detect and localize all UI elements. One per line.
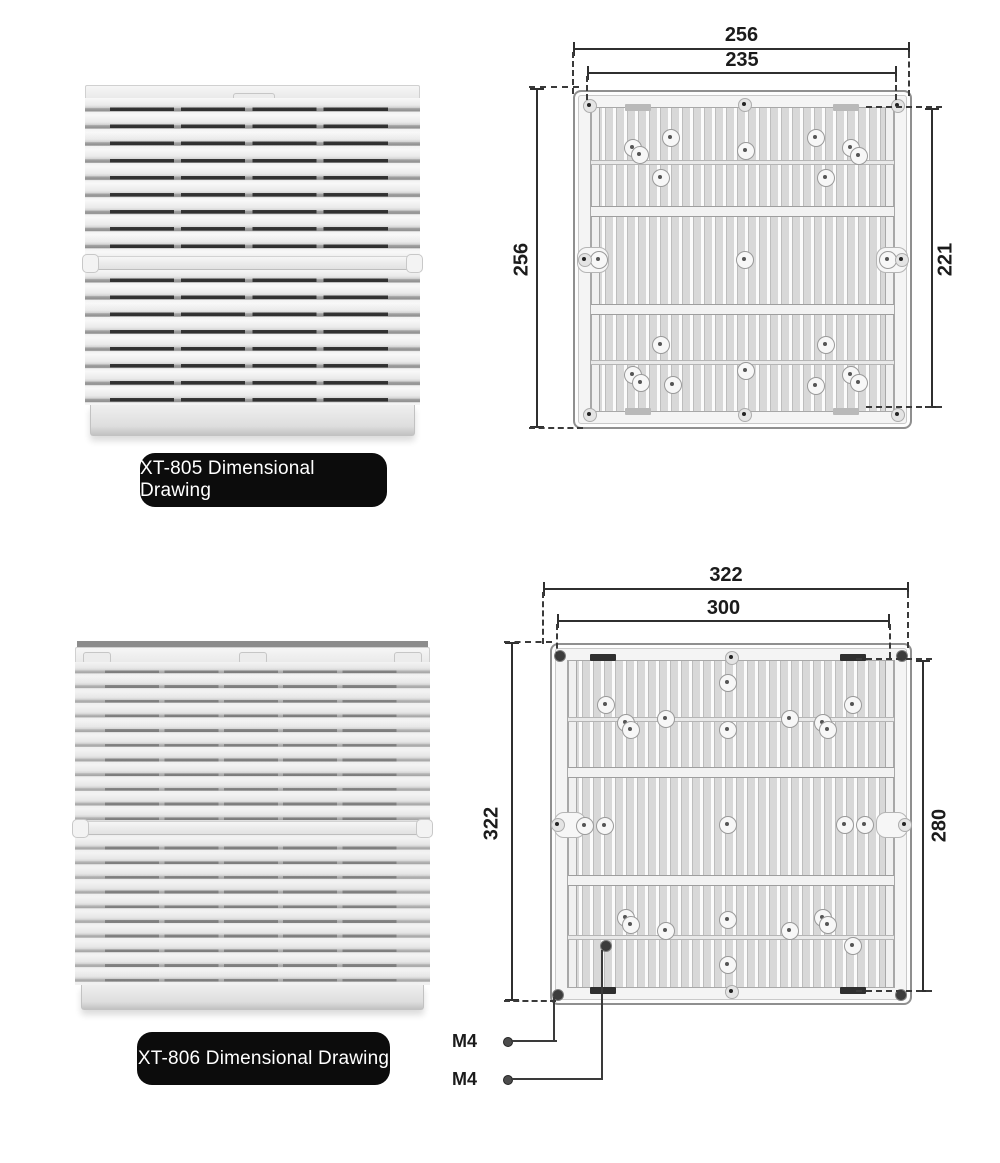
leader-line [511, 1040, 557, 1042]
xt805-rear-drawing [573, 90, 912, 429]
screw [725, 985, 739, 999]
grid-rail [568, 767, 894, 778]
leader-line [553, 997, 555, 1042]
filter-clip [736, 251, 754, 269]
filter-clip [850, 147, 868, 165]
extension-line [889, 624, 891, 658]
extension-line [556, 624, 558, 658]
xt805-caption [140, 453, 387, 507]
filter-clip [856, 816, 874, 834]
grille-side-tab-left [82, 254, 99, 273]
extension-line [866, 406, 942, 408]
leader-line [601, 950, 603, 1080]
filter-clip [652, 336, 670, 354]
extension-line [908, 52, 910, 96]
filter-clip [719, 721, 737, 739]
latch-slot [590, 987, 616, 994]
screw [895, 253, 909, 267]
filter-clip [781, 710, 799, 728]
filter-clip [590, 251, 608, 269]
extension-line [504, 1000, 556, 1002]
grid-rail [568, 875, 894, 886]
screw [578, 253, 592, 267]
xt806-caption [137, 1032, 390, 1085]
filter-clip [657, 710, 675, 728]
thread-label-m4-2: M4 [452, 1069, 478, 1089]
latch-slot [833, 104, 859, 111]
screw [891, 408, 905, 422]
grid-rail [591, 304, 894, 315]
screw [583, 99, 597, 113]
dim-label-top-outer: 322 [709, 564, 743, 586]
filter-clip [652, 169, 670, 187]
mounting-hole-m4 [896, 650, 908, 662]
grille-mid-seam [85, 256, 420, 270]
dim-label-left-height: 256 [510, 242, 533, 277]
filter-clip [817, 336, 835, 354]
dim-label-top-inner: 300 [706, 597, 741, 619]
dim-label-right-height: 221 [934, 242, 957, 277]
extension-line [895, 76, 897, 100]
latch-slot [590, 654, 616, 661]
screw [898, 818, 912, 832]
latch-slot [833, 408, 859, 415]
extension-line [586, 76, 588, 100]
latch-slot [625, 408, 651, 415]
extension-line [907, 592, 909, 648]
filter-clip [737, 142, 755, 160]
filter-clip [622, 916, 640, 934]
grille-side-tab-left [72, 819, 89, 838]
leader-line [511, 1078, 603, 1080]
dim-line-left-height [536, 88, 538, 428]
filter-clip [664, 376, 682, 394]
xt806-rear-drawing [550, 643, 912, 1005]
filter-clip [719, 816, 737, 834]
filter-clip [817, 169, 835, 187]
dim-line-top-inner [587, 72, 897, 74]
grid-rail [591, 206, 894, 217]
filter-clip [596, 817, 614, 835]
leader-dot [503, 1037, 513, 1047]
filter-clip [597, 696, 615, 714]
extension-line [856, 990, 932, 992]
filter-clip [819, 721, 837, 739]
screw [738, 408, 752, 422]
dim-label-right-height: 280 [928, 808, 951, 843]
extension-line [504, 641, 552, 643]
extension-line [529, 86, 579, 88]
xt805-caption-text: XT-805 Dimensional Drawing [140, 458, 315, 501]
screw [725, 651, 739, 665]
extension-line [542, 592, 544, 644]
latch-slot [625, 104, 651, 111]
dim-line-right-height [931, 108, 933, 408]
filter-clip [662, 129, 680, 147]
louver-slats [85, 98, 420, 405]
filter-clip [781, 922, 799, 940]
dim-line-left-height [511, 642, 513, 1001]
grille-mid-seam [75, 821, 430, 835]
filter-clip [657, 922, 675, 940]
grille-base [81, 985, 424, 1010]
dim-label-top-outer: 256 [724, 24, 759, 46]
filter-clip [576, 817, 594, 835]
filter-clip [737, 362, 755, 380]
screw [738, 98, 752, 112]
filter-clip [719, 911, 737, 929]
grille-side-tab-right [406, 254, 423, 273]
dim-line-top-outer [543, 588, 909, 590]
leader-dot [503, 1075, 513, 1085]
dim-line-top-inner [557, 620, 890, 622]
grille-side-tab-right [416, 819, 433, 838]
filter-clip [719, 674, 737, 692]
xt806-front-photo [75, 640, 430, 1010]
screw [583, 408, 597, 422]
extension-line [866, 106, 942, 108]
louver-slit-openings [110, 98, 395, 405]
filter-clip [850, 374, 868, 392]
filter-clip [719, 956, 737, 974]
filter-clip [844, 696, 862, 714]
dim-label-top-inner: 235 [725, 49, 759, 71]
dim-label-left-height: 322 [480, 806, 503, 841]
filter-clip [807, 129, 825, 147]
xt806-caption-text: XT-806 Dimensional Drawing [137, 1047, 390, 1069]
extension-line [529, 427, 583, 429]
filter-clip [807, 377, 825, 395]
filter-clip [836, 816, 854, 834]
grille-base [90, 405, 415, 436]
thread-label-m4-1: M4 [452, 1031, 478, 1051]
xt805-front-photo [85, 85, 420, 437]
filter-clip [632, 374, 650, 392]
filter-clip [631, 146, 649, 164]
screw [551, 818, 565, 832]
filter-clip [844, 937, 862, 955]
filter-clip [819, 916, 837, 934]
extension-line [856, 658, 932, 660]
filter-clip [622, 721, 640, 739]
dim-line-right-height [922, 660, 924, 992]
